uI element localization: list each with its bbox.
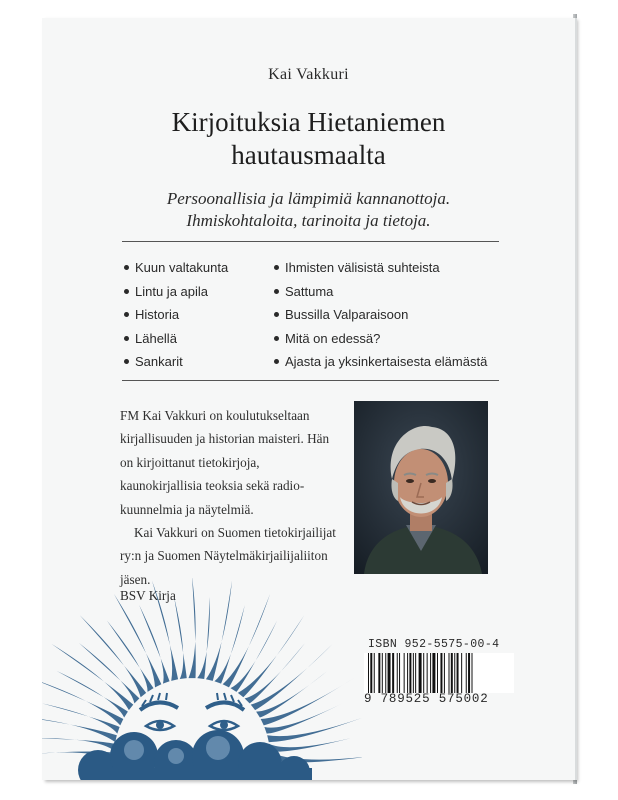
sun-ray	[152, 581, 178, 681]
divider-bottom	[122, 380, 499, 381]
barcode-bar	[454, 653, 455, 693]
author-photo	[354, 401, 488, 574]
sun-ray	[42, 716, 117, 742]
barcode-bar	[382, 653, 383, 693]
barcode-bar	[415, 653, 416, 693]
bullet-icon	[274, 336, 279, 341]
barcode-bar	[370, 653, 372, 693]
barcode-bar	[468, 653, 470, 693]
barcode-bar	[457, 653, 459, 693]
sun-ray	[261, 678, 354, 725]
barcode-bar	[374, 653, 375, 693]
barcode-bar	[451, 653, 453, 693]
divider-top	[122, 241, 499, 242]
sun-ray	[251, 644, 333, 710]
barcode-bar	[427, 653, 428, 693]
barcode-digits: 9 789525 575002	[364, 692, 489, 706]
sun-ray	[197, 597, 210, 679]
topic-column-right	[274, 256, 487, 374]
barcode-bar	[368, 653, 369, 693]
bullet-icon	[274, 265, 279, 270]
book-title	[42, 106, 575, 172]
sun-ray	[238, 615, 304, 697]
subtitle-line1: Persoonallisia ja lämpimiä kannanottoja.	[166, 189, 451, 208]
bio-paragraph-1: FM Kai Vakkuri on koulutukseltaan kirjallisuuden ja historian maisteri. Hän on kirjoittanut tietokirjoja, kaunokirjallisia teoksia sekä radiokuunnelmia ja näytelmiä.	[120, 408, 330, 517]
list-item: Ajasta ja yksinkertaisesta elämästä	[274, 350, 487, 374]
barcode-bar	[378, 653, 380, 693]
sun-ray	[206, 581, 232, 681]
barcode-bar	[449, 653, 450, 693]
bio-paragraph-2: Kai Vakkuri on Suomen tietokirjailijat ry:n ja Suomen Näytelmäkirjailijaliiton jäsen.	[120, 525, 336, 587]
barcode-bar	[437, 653, 438, 693]
barcode-bar	[419, 653, 422, 693]
barcode-bar	[444, 653, 445, 693]
publisher-name: BSV Kirja	[120, 588, 176, 603]
book-subtitle	[42, 188, 575, 232]
sun-ray	[188, 578, 195, 678]
author-name: Kai Vakkuri	[268, 66, 349, 83]
bullet-icon	[274, 289, 279, 294]
barcode-icon	[364, 653, 514, 693]
sun-ray	[80, 615, 146, 697]
sun-ray	[107, 621, 154, 692]
barcode-bar	[461, 653, 462, 693]
barcode-bar	[472, 653, 473, 693]
list-item: Kuun valtakunta	[124, 256, 228, 280]
barcode-bar	[404, 653, 405, 693]
book-title-line2: hautausmaalta	[231, 140, 386, 170]
bullet-icon	[124, 289, 129, 294]
book-title-line1: Kirjoituksia Hietaniemen	[171, 107, 446, 137]
list-item: Sankarit	[124, 350, 228, 374]
list-item: Lintu ja apila	[124, 280, 228, 304]
sun-ray	[256, 671, 327, 718]
barcode-bar	[432, 653, 435, 693]
barcode-bar	[430, 653, 431, 693]
barcode-bar	[388, 653, 391, 693]
bullet-icon	[124, 336, 129, 341]
sun-illustration	[42, 578, 362, 780]
list-item: Historia	[124, 303, 228, 327]
topic-column-left	[124, 256, 228, 374]
sun-ray	[174, 597, 187, 679]
sun-ray	[214, 605, 244, 684]
sun-ray	[42, 738, 115, 751]
author-bio	[120, 404, 342, 591]
bullet-icon	[124, 359, 129, 364]
barcode-bar	[397, 653, 398, 693]
barcode-bar	[392, 653, 394, 693]
bullet-icon	[274, 359, 279, 364]
barcode-bar	[423, 653, 424, 693]
barcode-bar	[466, 653, 467, 693]
bullet-icon	[124, 265, 129, 270]
subtitle-line2: Ihmiskohtaloita, tarinoita ja tietoja.	[186, 211, 431, 230]
list-item: Sattuma	[274, 280, 487, 304]
author-portrait-image	[354, 401, 488, 574]
sun-ray	[42, 703, 120, 733]
book-back-cover	[42, 18, 575, 780]
list-item: Bussilla Valparaisoon	[274, 303, 487, 327]
bullet-icon	[274, 312, 279, 317]
list-item: Lähellä	[124, 327, 228, 351]
sun-ray	[51, 644, 133, 710]
barcode-bar	[399, 653, 400, 693]
barcode-bar	[413, 653, 414, 693]
list-item: Mitä on edessä?	[274, 327, 487, 351]
barcode-bar	[407, 653, 408, 693]
bullet-icon	[124, 312, 129, 317]
barcode-bar	[409, 653, 411, 693]
barcode-bar	[385, 653, 386, 693]
isbn-label: ISBN 952-5575-00-4	[368, 638, 500, 651]
barcode-bar	[440, 653, 442, 693]
barcode-block	[364, 638, 528, 708]
list-item: Ihmisten välisistä suhteista	[274, 256, 487, 280]
